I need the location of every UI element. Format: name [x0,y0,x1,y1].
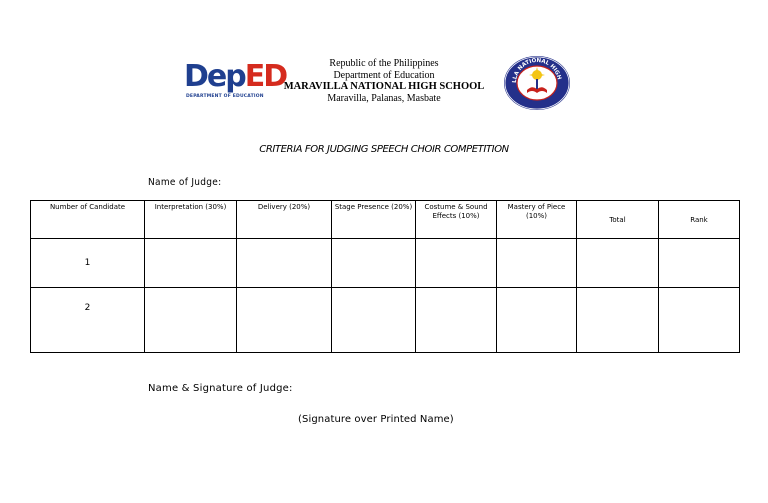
rank-cell[interactable] [659,288,740,353]
costume-sound-score-cell[interactable] [416,239,497,288]
letterhead [270,58,498,104]
column-header-interpretation: Interpretation (30%) [145,201,237,239]
column-header-costume-sound: Costume & Sound Effects (10%) [416,201,497,239]
total-score-cell[interactable] [577,288,659,353]
table-row [31,239,740,288]
column-header-stage-presence: Stage Presence (20%) [332,201,416,239]
interpretation-score-cell[interactable] [145,239,237,288]
candidate-number: 2 [31,288,145,353]
deped-wordmark-ed: ED [244,59,287,94]
letterhead-school-name: MARAVILLA NATIONAL HIGH SCHOOL [283,81,485,92]
column-header-candidate: Number of Candidate [31,201,145,239]
costume-sound-score-cell[interactable] [416,288,497,353]
interpretation-score-cell[interactable] [145,288,237,353]
deped-subtitle: DEPARTMENT OF EDUCATION [186,94,264,99]
candidate-number: 1 [31,239,145,288]
rank-cell[interactable] [659,239,740,288]
seal-torch [536,79,538,89]
table-header-row [31,201,740,239]
letterhead-address: Maravilla, Palanas, Masbate [327,92,441,104]
delivery-score-cell[interactable] [237,288,332,353]
deped-logo [184,59,287,104]
column-header-total: Total [577,201,659,239]
mastery-score-cell[interactable] [497,239,577,288]
signature-caption: (Signature over Printed Name) [298,414,454,425]
table-row [31,288,740,353]
column-header-mastery: Mastery of Piece (10%) [497,201,577,239]
total-score-cell[interactable] [577,239,659,288]
judge-name-label: Name of Judge: [148,177,222,188]
delivery-score-cell[interactable] [237,239,332,288]
letterhead-republic: Republic of the Philippines [329,58,439,69]
school-seal [502,55,572,111]
school-seal-icon [502,55,572,111]
deped-wordmark-dep: Dep [184,59,245,94]
stage-presence-score-cell[interactable] [332,288,416,353]
seal-ring-text: LLA NATIONAL HIGH [511,57,562,84]
criteria-table [30,200,740,353]
seal-sun [532,70,542,80]
stage-presence-score-cell[interactable] [332,239,416,288]
column-header-delivery: Delivery (20%) [237,201,332,239]
column-header-rank: Rank [659,201,740,239]
signature-label: Name & Signature of Judge: [148,383,293,394]
mastery-score-cell[interactable] [497,288,577,353]
page-title: CRITERIA FOR JUDGING SPEECH CHOIR COMPETITION [259,144,509,155]
letterhead-department: Department of Education [333,69,435,81]
